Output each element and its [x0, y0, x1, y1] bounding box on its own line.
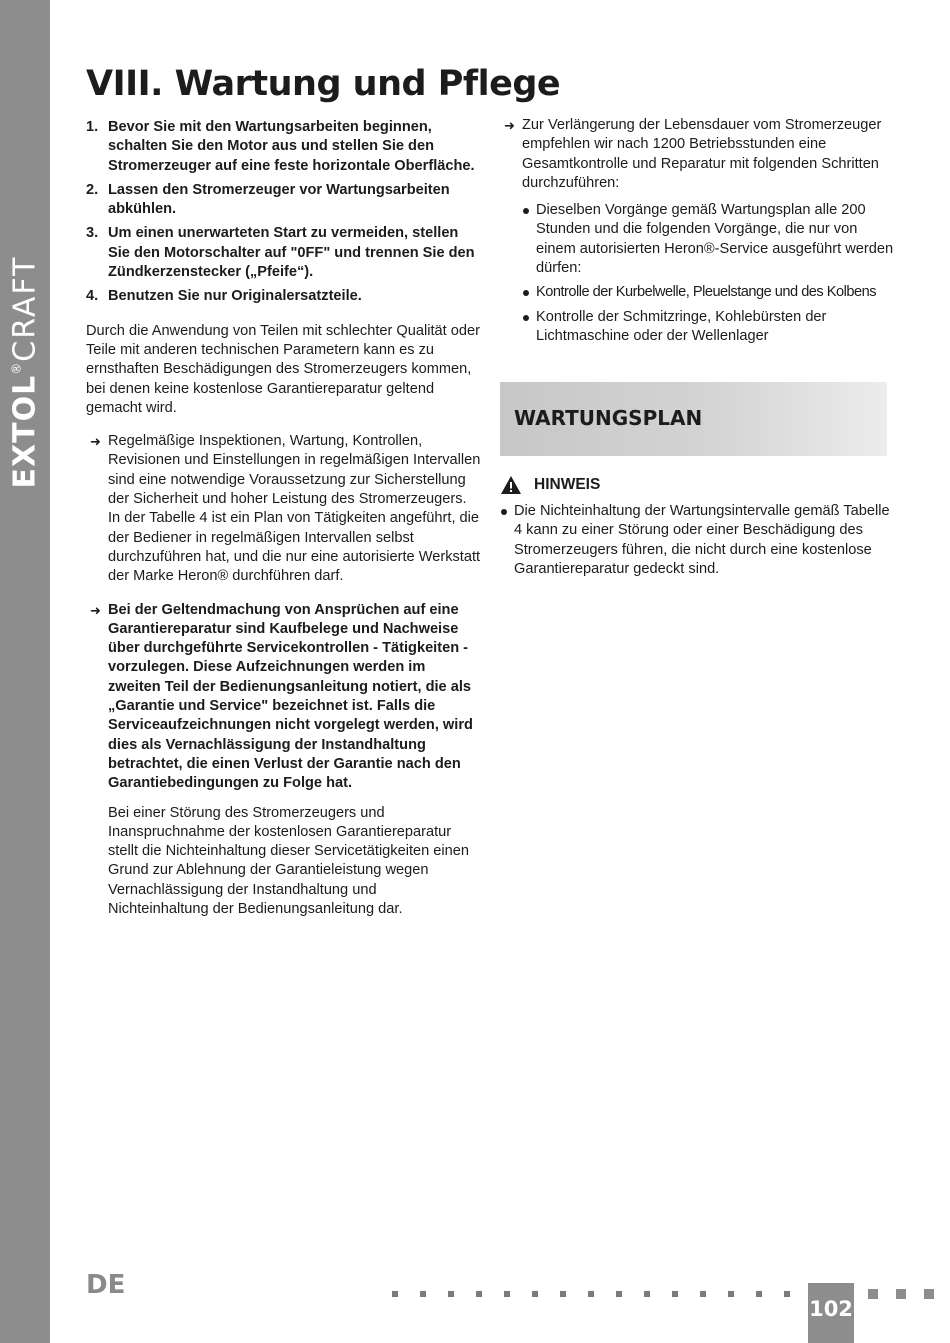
footer-square: [868, 1289, 878, 1299]
language-code: DE: [86, 1270, 126, 1300]
step-number: 4.: [86, 288, 99, 305]
step-item: [86, 287, 481, 306]
arrow-list-item: [86, 601, 481, 794]
note-label: HINWEIS: [534, 476, 601, 494]
step-text: Bevor Sie mit den Wartungsarbeiten beginnen, schalten Sie den Motor aus und stellen Sie den Stromerzeuger auf eine feste horizontale Oberfläche.: [108, 119, 475, 174]
step-number: 3.: [86, 225, 99, 242]
right-column: [500, 116, 895, 351]
brand-name-light: CRAFT: [7, 255, 43, 362]
left-column: [86, 118, 481, 919]
bullet-item: Kontrolle der Kurbelwelle, Pleuelstange und des Kolbens: [536, 283, 895, 302]
step-item: [86, 118, 481, 176]
warning-triangle-icon: [500, 475, 522, 495]
section-heading: WARTUNGSPLAN: [514, 406, 703, 430]
bullet-item: Kontrolle der Schmitzringe, Kohlebürsten der Lichtmaschine oder der Wellenlager: [536, 308, 895, 347]
step-text: Benutzen Sie nur Originalersatzteile.: [108, 288, 362, 305]
body-paragraph: Bei einer Störung des Stromerzeugers und Inanspruchnahme der kostenlosen Garantiereparatur stellt die Nichteinhaltung dieser Servicetätigkeiten einen Grund zur Ablehnung der Garantieleistung wegen Vernachlässigung der Instandhaltung und Nichteinhaltung der Bedienungsanleitung dar.: [108, 804, 470, 917]
arrow-item-text: Bei der Geltendmachung von Ansprüchen auf eine Garantiereparatur sind Kaufbelege und Nachweise über durchgeführte Servicekontrollen - Tätigkeiten - vorzulegen. Diese Aufzeichnungen werden im zweiten Teil der Bedienungsanleitung notiert, die als „Garantie und Service" bezeichnet ist. Falls die Serviceaufzeichnungen nicht vorgelegt werden, wird dies als Vernachlässigung der Instandhaltung betrachtet, die einen Verlust der Garantie nach den Garantiebedingungen zu Folge hat.: [108, 601, 473, 792]
arrow-list-item: [86, 432, 481, 586]
step-number: 1.: [86, 119, 99, 135]
bullet-item: Dieselben Vorgänge gemäß Wartungsplan alle 200 Stunden und die folgenden Vorgänge, die nur von einem autorisierten Heron®-Service ausgeführt werden dürfen:: [536, 201, 895, 278]
step-item: [86, 224, 481, 282]
arrow-item-text: Zur Verlängerung der Lebensdauer vom Stromerzeuger empfehlen wir nach 1200 Betriebsstunden eine Gesamtkontrolle und Reparatur mit folgenden Schritten durchzuführen:: [522, 117, 882, 191]
brand-registered-mark: ®: [9, 361, 24, 375]
arrow-item-text: Regelmäßige Inspektionen, Wartung, Kontrollen, Revisionen und Einstellungen in regelmäßigen Intervallen sind eine notwendige Voraussetzung zur Sicherstellung der Sicherheit und hoher Leistung des Stromerzeugers. In der Tabelle 4 ist ein Plan von Tätigkeiten angeführt, die der Bediener in regelmäßigen Intervallen selbst durchzuführen hat, und die nur eine autorisierte Werkstatt der Marke Heron® durchführen darf.: [108, 433, 481, 585]
section-heading-box: [500, 382, 887, 456]
maintenance-steps: [86, 118, 481, 307]
body-paragraph: Durch die Anwendung von Teilen mit schlechter Qualität oder Teile mit anderen technischen Parametern kann es zu ernsthaften Beschädigungen des Stromerzeugers kommen, bei denen keine kostenlose Garantiereparatur geltend gemacht wird.: [86, 322, 480, 416]
arrow-right-icon: ➜: [90, 434, 101, 450]
arrow-list-item: [500, 116, 895, 193]
note-block: [500, 472, 895, 579]
arrow-right-icon: ➜: [90, 602, 101, 618]
step-item: [86, 181, 481, 220]
footer-square: [924, 1289, 934, 1299]
step-number: 2.: [86, 181, 99, 198]
page-number: 102: [808, 1283, 854, 1343]
brand-sidebar: [0, 0, 50, 1343]
brand-name-bold: EXTOL: [7, 374, 43, 489]
bullet-list: [500, 201, 895, 346]
footer-square: [896, 1289, 906, 1299]
arrow-right-icon: ➜: [504, 118, 515, 133]
page-title: VIII. Wartung und Pflege: [86, 64, 561, 104]
step-text: Um einen unerwarteten Start zu vermeiden, stellen Sie den Motorschalter auf "0FF" und trennen Sie den Zündkerzenstecker („Pfeife“).: [108, 225, 475, 281]
step-text: Lassen den Stromerzeuger vor Wartungsarbeiten abkühlen.: [108, 181, 450, 218]
note-header: [500, 472, 895, 498]
brand-logo: [8, 256, 43, 489]
note-text: Die Nichteinhaltung der Wartungsintervalle gemäß Tabelle 4 kann zu einer Störung oder einer Beschädigung des Stromerzeugers führen, die nicht durch eine kostenlose Garantiereparatur gedeckt sind.: [500, 502, 895, 579]
